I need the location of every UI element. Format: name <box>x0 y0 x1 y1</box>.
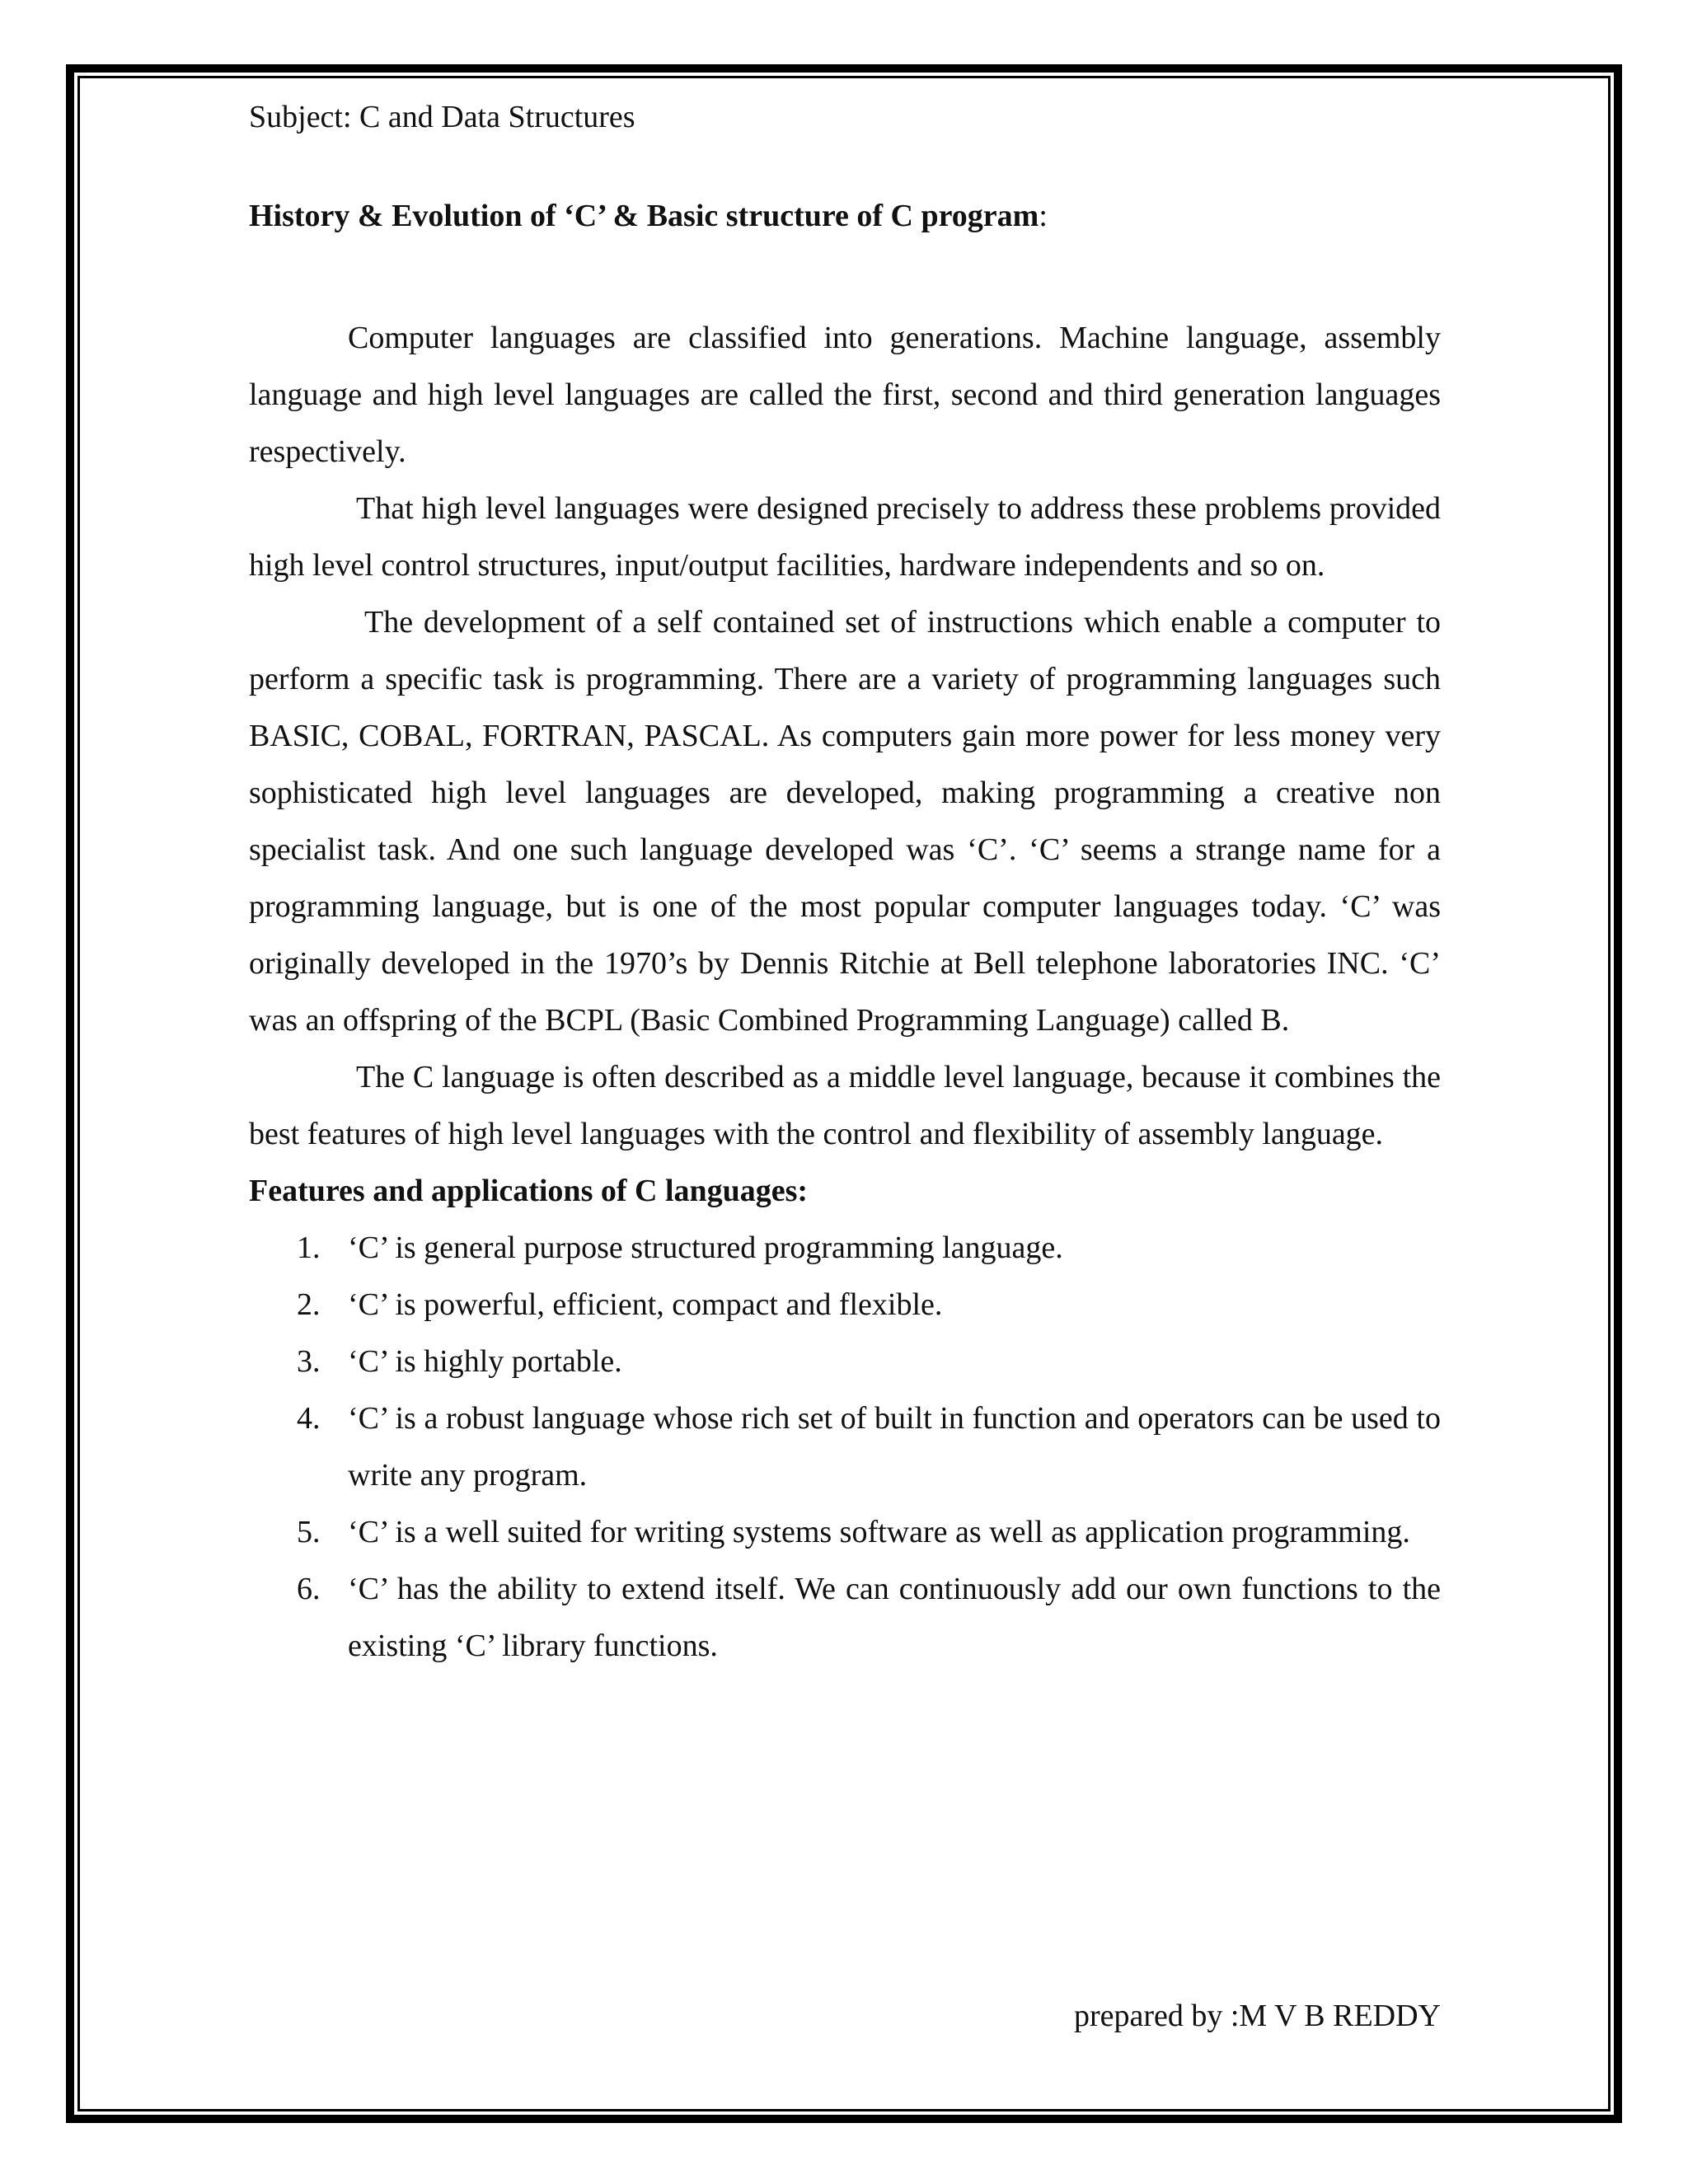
features-heading: Features and applications of C languages: <box>249 1174 809 1208</box>
list-item <box>249 1561 1441 1675</box>
list-item-text: ‘C’ has the ability to extend itself. We can continuously add our own functions to the existing ‘C’ library functions. <box>348 1572 1441 1663</box>
list-item <box>249 1504 1441 1561</box>
paragraph-generations: Computer languages are classified into generations. Machine language, assembly language and high level languages are called the first, second and third generation languages respectively. <box>249 321 1441 469</box>
list-item-text: ‘C’ is highly portable. <box>348 1344 622 1379</box>
page-title <box>249 196 1441 236</box>
list-item-text: ‘C’ is a robust language whose rich set of built in function and operators can be used to write any program. <box>348 1401 1441 1493</box>
document-body <box>249 97 1441 1675</box>
paragraph-programming: The development of a self contained set of instructions which enable a computer to perform a specific task is programming. There are a variety of programming languages such BASIC, COBAL, FORTRAN, PASCAL. As computers gain more power for less money very sophisticated high level languages are developed, making programming a creative non specialist task. And one such language developed was ‘C’. ‘C’ seems a strange name for a programming language, but is one of the most popular computer languages today. ‘C’ was originally developed in the 1970’s by Dennis Ritchie at Bell telephone laboratories INC. ‘C’ was an offspring of the BCPL (Basic Combined Programming Language) called B. <box>249 605 1441 1038</box>
list-item-number: 6. <box>297 1572 321 1606</box>
list-item <box>249 1333 1441 1390</box>
list-item-number: 3. <box>297 1344 321 1379</box>
list-item-text: ‘C’ is a well suited for writing systems software as well as application programming. <box>348 1515 1410 1549</box>
list-item <box>249 1277 1441 1333</box>
list-item-text: ‘C’ is general purpose structured programming language. <box>348 1230 1063 1265</box>
subject-line: Subject: C and Data Structures <box>249 100 635 134</box>
list-item-text: ‘C’ is powerful, efficient, compact and flexible. <box>348 1287 943 1322</box>
list-item <box>249 1220 1441 1277</box>
paragraph-middle-level: The C language is often described as a middle level language, because it combines the best features of high level languages with the control and flexibility of assembly language. <box>249 1060 1441 1151</box>
author-credit: prepared by :M V B REDDY <box>1073 1999 1441 2033</box>
list-item-number: 2. <box>297 1287 321 1322</box>
list-item-number: 4. <box>297 1401 321 1436</box>
features-list <box>249 1220 1441 1675</box>
paragraph-high-level: That high level languages were designed precisely to address these problems provided high level control structures, input/output facilities, hardware independents and so on. <box>249 491 1441 583</box>
list-item <box>249 1390 1441 1504</box>
list-item-number: 1. <box>297 1230 321 1265</box>
list-item-number: 5. <box>297 1515 321 1549</box>
page-title-text: History & Evolution of ‘C’ & Basic structure of C program <box>249 199 1039 233</box>
page-title-colon: : <box>1039 199 1048 233</box>
